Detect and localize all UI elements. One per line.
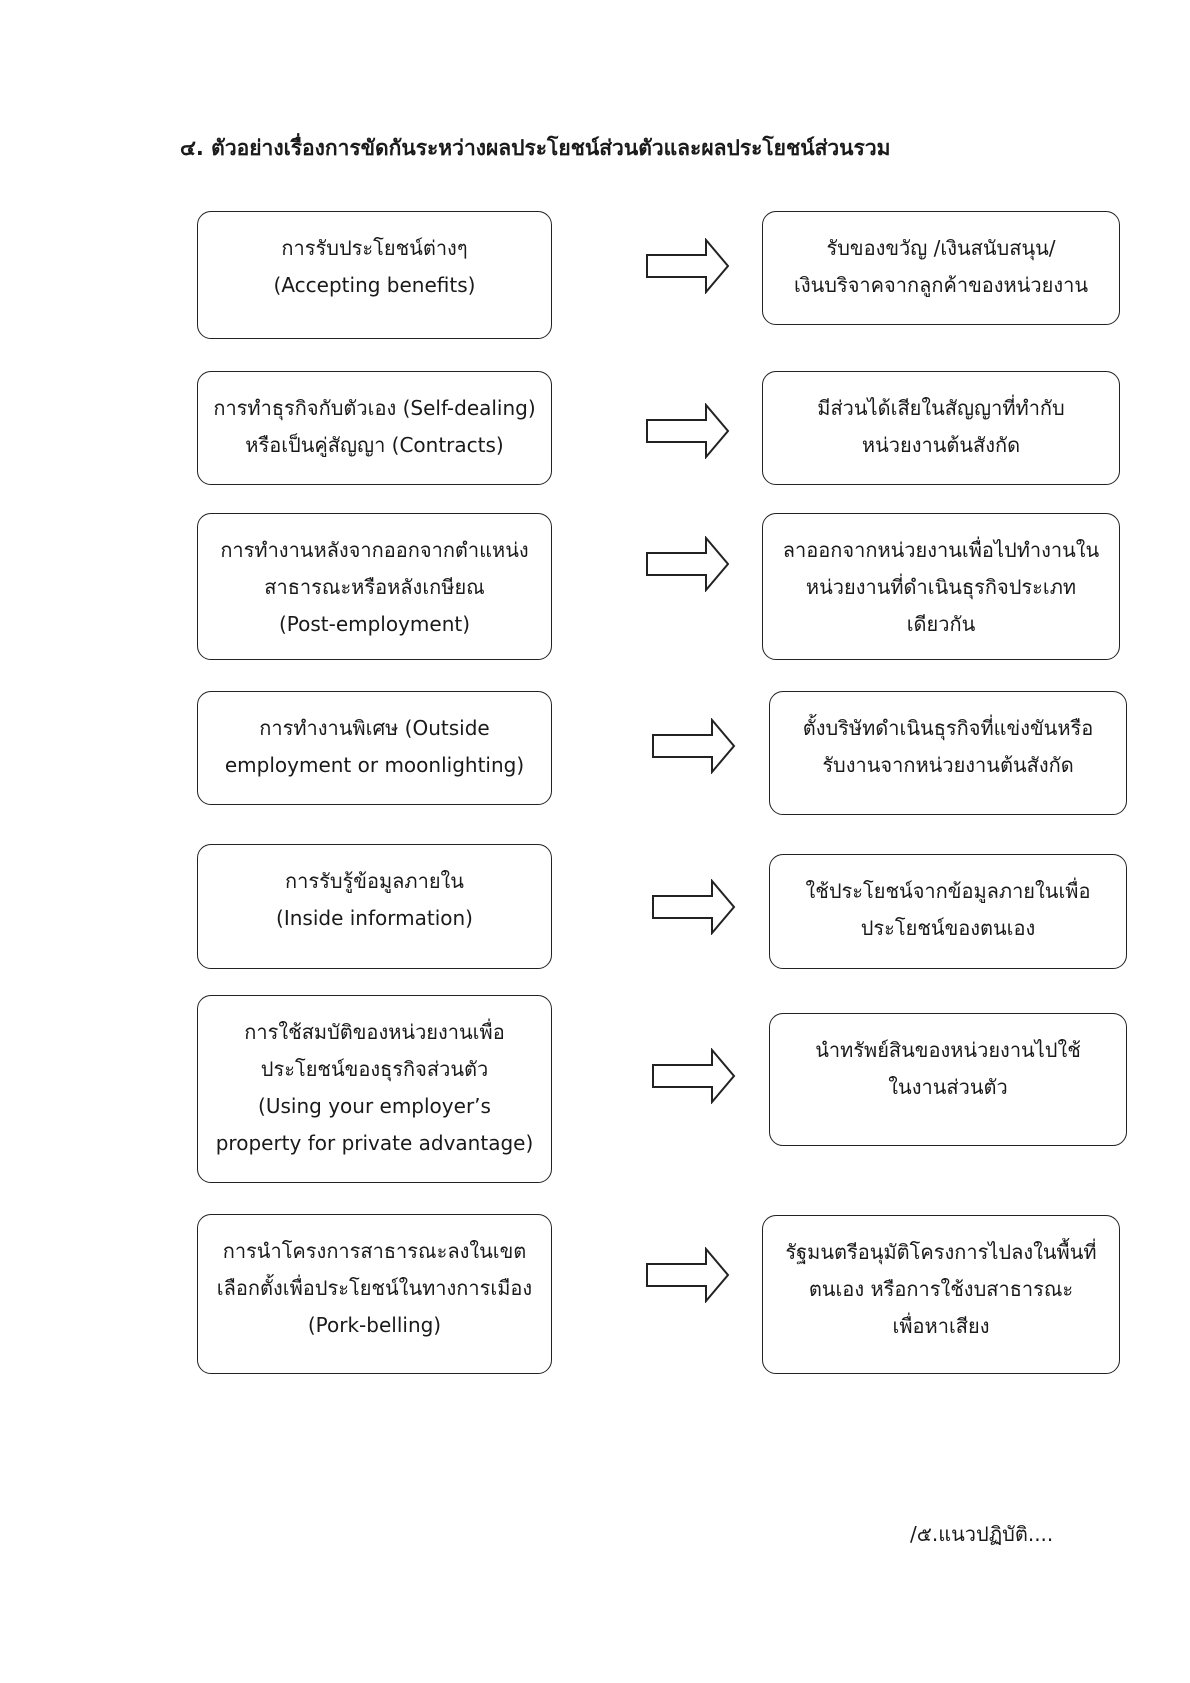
box-line: รับงานจากหน่วยงานต้นสังกัด <box>822 753 1074 777</box>
box-line: employment or moonlighting) <box>224 753 525 777</box>
section-heading: ๔. ตัวอย่างเรื่องการขัดกันระหว่างผลประโยชน์ส่วนตัวและผลประโยชน์ส่วนรวม <box>180 136 891 160</box>
left-box-accepting-benefits <box>197 211 552 339</box>
box-line: เลือกตั้งเพื่อประโยชน์ในทางการเมือง <box>216 1276 533 1300</box>
box-line: การทำธุรกิจกับตัวเอง (Self-dealing) <box>213 396 536 420</box>
box-line: การรับรู้ข้อมูลภายใน <box>285 869 464 893</box>
box-line: ในงานส่วนตัว <box>888 1075 1008 1099</box>
box-line: ลาออกจากหน่วยงานเพื่อไปทำงานใน <box>782 538 1100 562</box>
box-line: ใช้ประโยชน์จากข้อมูลภายในเพื่อ <box>805 879 1091 903</box>
next-page-footer: /๕.แนวปฏิบัติ.... <box>910 1522 1054 1546</box>
right-box-use-inside-info <box>769 854 1127 969</box>
box-line: (Inside information) <box>276 906 473 930</box>
right-arrow-icon <box>652 1048 736 1104</box>
right-box-use-property <box>769 1013 1127 1146</box>
right-arrow-icon <box>652 718 736 774</box>
box-line: หรือเป็นคู่สัญญา (Contracts) <box>245 433 504 457</box>
box-line: (Pork-belling) <box>307 1313 442 1337</box>
box-line: (Post-employment) <box>278 612 471 636</box>
box-line: ตนเอง หรือการใช้งบสาธารณะ <box>808 1277 1074 1301</box>
box-line: เพื่อหาเสียง <box>892 1314 990 1338</box>
box-line: หน่วยงานที่ดำเนินธุรกิจประเภท <box>805 575 1077 599</box>
box-line: การทำงานพิเศษ (Outside <box>259 716 490 740</box>
left-box-outside-employment <box>197 691 552 805</box>
right-box-competing-company <box>769 691 1127 815</box>
box-line: การรับประโยชน์ต่างๆ <box>281 236 468 260</box>
box-line: นำทรัพย์สินของหน่วยงานไปใช้ <box>815 1038 1081 1062</box>
box-line: มีส่วนได้เสียในสัญญาที่ทำกับ <box>817 396 1065 420</box>
left-box-post-employment <box>197 513 552 660</box>
box-line: ตั้งบริษัทดำเนินธุรกิจที่แข่งขันหรือ <box>802 716 1094 740</box>
right-arrow-icon <box>646 1247 730 1303</box>
box-line: property for private advantage) <box>215 1131 534 1155</box>
box-line: เงินบริจาคจากลูกค้าของหน่วยงาน <box>794 273 1088 297</box>
right-arrow-icon <box>646 403 730 459</box>
left-box-self-dealing <box>197 371 552 485</box>
box-line: (Accepting benefits) <box>273 273 476 297</box>
left-box-pork-barrel <box>197 1214 552 1374</box>
left-box-employer-property <box>197 995 552 1183</box>
box-line: การทำงานหลังจากออกจากตำแหน่ง <box>220 538 529 562</box>
box-line: (Using your employer’s <box>258 1094 491 1118</box>
right-box-gifts <box>762 211 1120 325</box>
box-line: สาธารณะหรือหลังเกษียณ <box>264 575 485 599</box>
box-line: รัฐมนตรีอนุมัติโครงการไปลงในพื้นที่ <box>785 1240 1097 1264</box>
right-box-resign-same-business <box>762 513 1120 660</box>
left-box-inside-information <box>197 844 552 969</box>
right-box-contract-interest <box>762 371 1120 485</box>
box-line: การนำโครงการสาธารณะลงในเขต <box>222 1239 527 1263</box>
right-arrow-icon <box>646 536 730 592</box>
box-line: ประโยชน์ของตนเอง <box>860 916 1036 940</box>
box-line: เดียวกัน <box>906 612 976 636</box>
right-arrow-icon <box>646 238 730 294</box>
box-line: การใช้สมบัติของหน่วยงานเพื่อ <box>244 1020 505 1044</box>
right-box-minister-project <box>762 1215 1120 1374</box>
box-line: รับของขวัญ /เงินสนับสนุน/ <box>826 236 1056 260</box>
box-line: หน่วยงานต้นสังกัด <box>861 433 1021 457</box>
box-line: ประโยชน์ของธุรกิจส่วนตัว <box>260 1057 489 1081</box>
right-arrow-icon <box>652 879 736 935</box>
